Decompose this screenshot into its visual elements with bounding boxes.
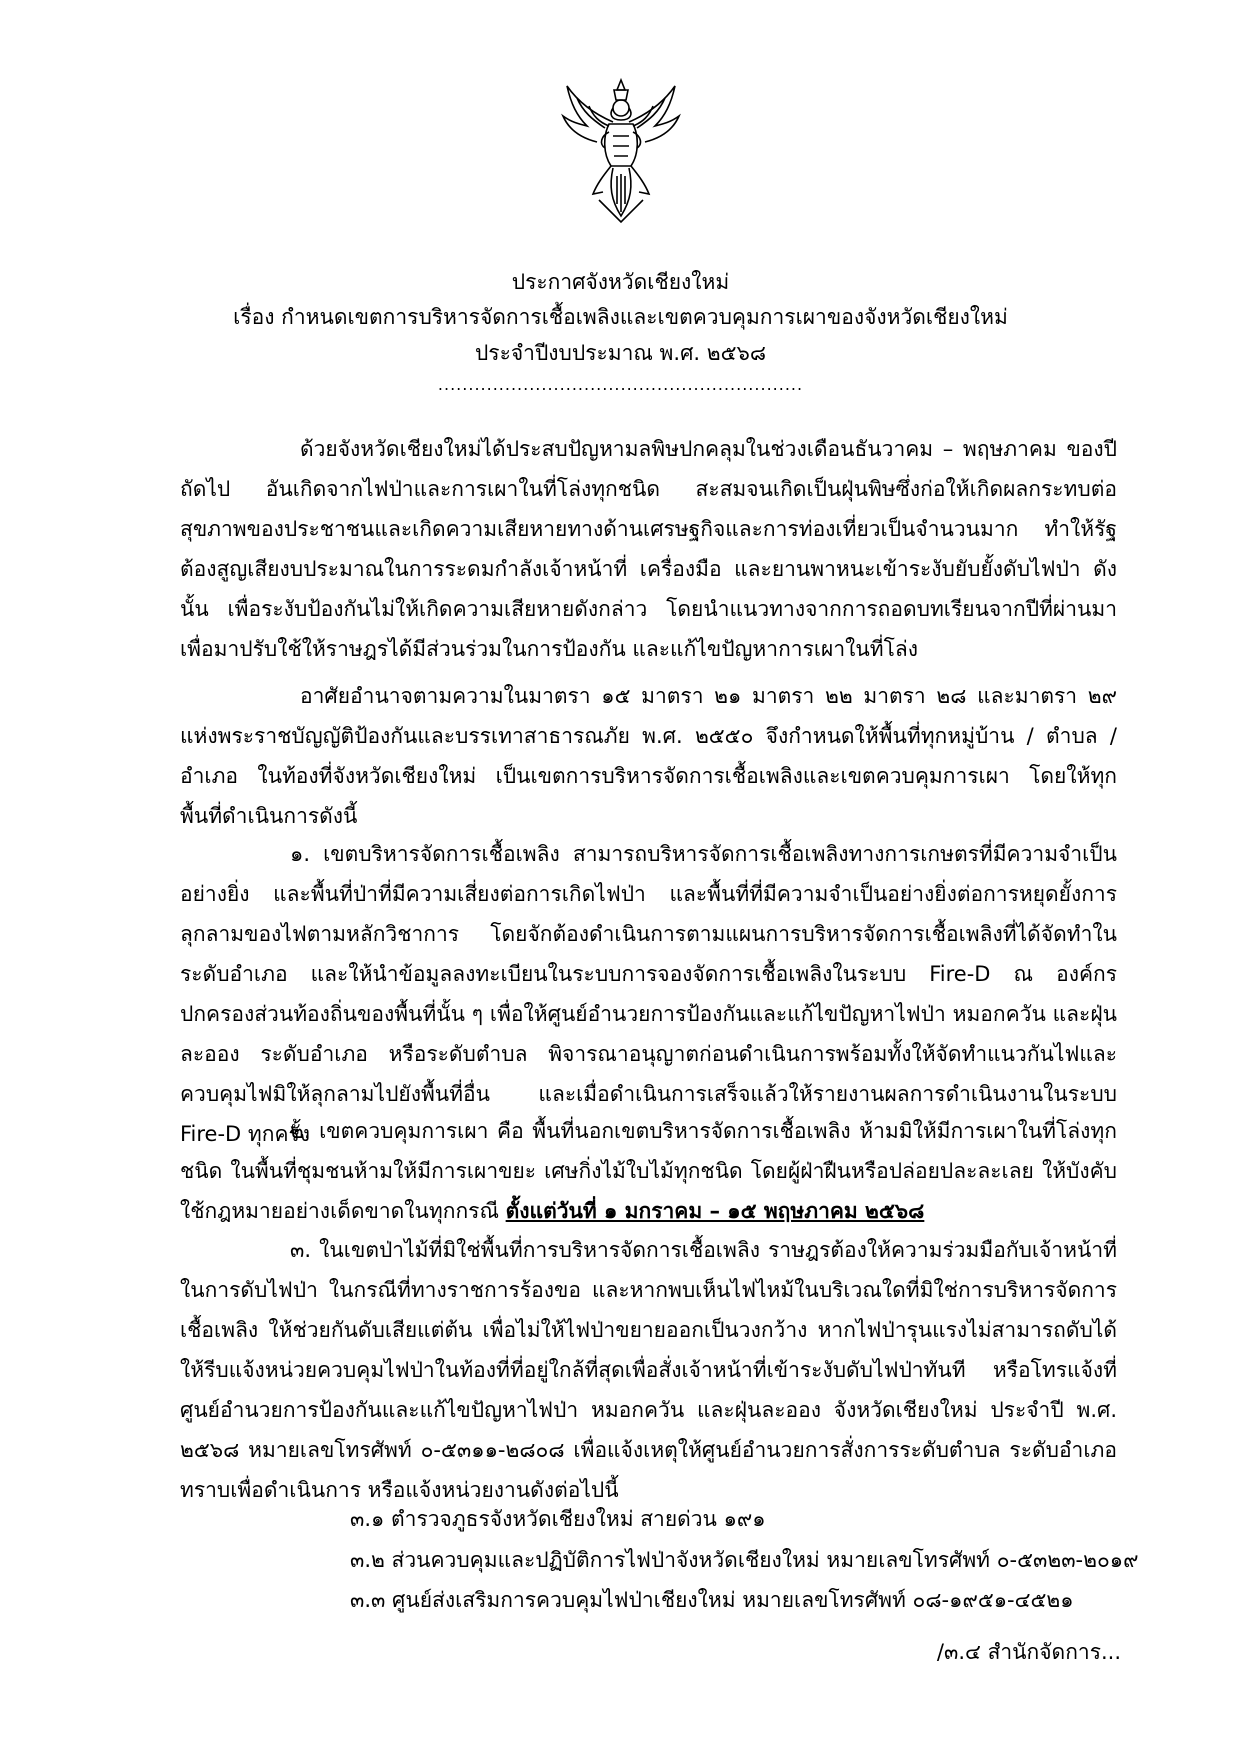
subitem-3-2: ๓.๒ ส่วนควบคุมและปฏิบัติการไฟป่าจังหวัดเชียงใหม่ หมายเลขโทรศัพท์ ๐-๕๓๒๓-๒๐๑๙ (350, 1548, 1139, 1572)
item-1-paragraph: ๑. เขตบริหารจัดการเชื้อเพลิง สามารถบริหารจัดการเชื้อเพลิงทางการเกษตรที่มีความจำเป็นอย่างยิ่ง และพื้นที่ป่าที่มีความเสี่ยงต่อการเกิดไฟป่า และพื้นที่ที่มีความจำเป็นอย่างยิ่งต่อการหยุดยั้งการลุกลามของไฟตามหลักวิชาการ โดยจักต้องดำเนินการตามแผนการบริหารจัดการเชื้อเพลิงที่ได้จัดทำในระดับอำเภอ และให้นำข้อมูลลงทะเบียนในระบบการจองจัดการเชื้อเพลิงในระบบ Fire-D ณ องค์กรปกครองส่วนท้องถิ่นของพื้นที่นั้น ๆ เพื่อให้ศูนย์อำนวยการป้องกันและแก้ไขปัญหาไฟป่า หมอกควัน และฝุ่นละออง ระดับอำเภอ หรือระดับตำบล พิจารณาอนุญาตก่อนดำเนินการพร้อมทั้งให้จัดทำแนวกันไฟและควบคุมไฟมิให้ลุกลามไปยังพื้นที่อื่น และเมื่อดำเนินการเสร็จแล้วให้รายงานผลการดำเนินงานในระบบ Fire-D ทุกครั้ง (180, 842, 1117, 1146)
intro-paragraph: ด้วยจังหวัดเชียงใหม่ได้ประสบปัญหามลพิษปกคลุมในช่วงเดือนธันวาคม – พฤษภาคม ของปีถัดไป อันเกิดจากไฟป่าและการเผาในที่โล่งทุกชนิด สะสมจนเกิดเป็นฝุ่นพิษซึ่งก่อให้เกิดผลกระทบต่อสุขภาพของประชาชนและเกิดความเสียหายทางด้านเศรษฐกิจและการท่องเที่ยวเป็นจำนวนมาก ทำให้รัฐต้องสูญเสียงบประมาณในการระดมกำลังเจ้าหน้าที่ เครื่องมือ และยานพาหนะเข้าระงับยับยั้งดับไฟป่า ดังนั้น เพื่อระงับป้องกันไม่ให้เกิดความเสียหายดังกล่าว โดยนำแนวทางจากการถอดบทเรียนจากปีที่ผ่านมา เพื่อมาปรับใช้ให้ราษฎรได้มีส่วนร่วมในการป้องกัน และแก้ไขปัญหาการเผาในที่โล่ง (180, 437, 1117, 661)
fiscal-year-line: ประจำปีงบประมาณ พ.ศ. ๒๕๖๘ (474, 341, 767, 365)
garuda-emblem-icon (559, 76, 683, 226)
announcement-subject: เรื่อง กำหนดเขตการบริหารจัดการเชื้อเพลิงและเขตควบคุมการเผาของจังหวัดเชียงใหม่ (233, 305, 1008, 329)
subitem-3-1: ๓.๑ ตำรวจภูธรจังหวัดเชียงใหม่ สายด่วน ๑๙๑ (350, 1507, 766, 1531)
page-continuation: /๓.๔ สำนักจัดการ... (936, 1640, 1121, 1664)
item-2-paragraph (180, 1111, 1117, 1231)
subitem-3-3: ๓.๓ ศูนย์ส่งเสริมการควบคุมไฟป่าเชียงใหม่ หมายเลขโทรศัพท์ ๐๘-๑๙๕๑-๔๕๒๑ (350, 1588, 1074, 1612)
item-2-text: ๒. เขตควบคุมการเผา คือ พื้นที่นอกเขตบริหารจัดการเชื้อเพลิง ห้ามมิให้มีการเผาในที่โล่งทุกชนิด ในพื้นที่ชุมชนห้ามให้มีการเผาขยะ เศษกิ่งไม้ใบไม้ทุกชนิด โดยผู้ฝ่าฝืนหรือปล่อยปละละเลย ให้บังคับใช้กฎหมายอย่างเด็ดขาดในทุกกรณี (180, 1119, 1117, 1223)
authority-paragraph: อาศัยอำนาจตามความในมาตรา ๑๕ มาตรา ๒๑ มาตรา ๒๒ มาตรา ๒๘ และมาตรา ๒๙ แห่งพระราชบัญญัติป้องกันและบรรเทาสาธารณภัย พ.ศ. ๒๕๕๐ จึงกำหนดให้พื้นที่ทุกหมู่บ้าน / ตำบล / อำเภอ ในท้องที่จังหวัดเชียงใหม่ เป็นเขตการบริหารจัดการเชื้อเพลิงและเขตควบคุมการเผา โดยให้ทุกพื้นที่ดำเนินการดังนี้ (180, 684, 1117, 828)
item-2-date-range: ตั้งแต่วันที่ ๑ มกราคม – ๑๕ พฤษภาคม ๒๕๖๘ (505, 1199, 925, 1223)
separator-dots: ............................................................ (437, 375, 804, 394)
announcement-title: ประกาศจังหวัดเชียงใหม่ (511, 270, 730, 294)
item-3-paragraph: ๓. ในเขตป่าไม้ที่มิใช่พื้นที่การบริหารจัดการเชื้อเพลิง ราษฎรต้องให้ความร่วมมือกับเจ้าหน้าที่ในการดับไฟป่า ในกรณีที่ทางราชการร้องขอ และหากพบเห็นไฟไหม้ในบริเวณใดที่มิใช่การบริหารจัดการเชื้อเพลิง ให้ช่วยกันดับเสียแต่ต้น เพื่อไม่ให้ไฟป่าขยายออกเป็นวงกว้าง หากไฟป่ารุนแรงไม่สามารถดับได้ให้รีบแจ้งหน่วยควบคุมไฟป่าในท้องที่ที่อยู่ใกล้ที่สุดเพื่อสั่งเจ้าหน้าที่เข้าระงับดับไฟป่าทันที หรือโทรแจ้งที่ศูนย์อำนวยการป้องกันและแก้ไขปัญหาไฟป่า หมอกควัน และฝุ่นละออง จังหวัดเชียงใหม่ ประจำปี พ.ศ. ๒๕๖๘ หมายเลขโทรศัพท์ ๐-๕๓๑๑-๒๘๐๘ เพื่อแจ้งเหตุให้ศูนย์อำนวยการสั่งการระดับตำบล ระดับอำเภอทราบเพื่อดำเนินการ หรือแจ้งหน่วยงานดังต่อไปนี้ (180, 1238, 1117, 1502)
